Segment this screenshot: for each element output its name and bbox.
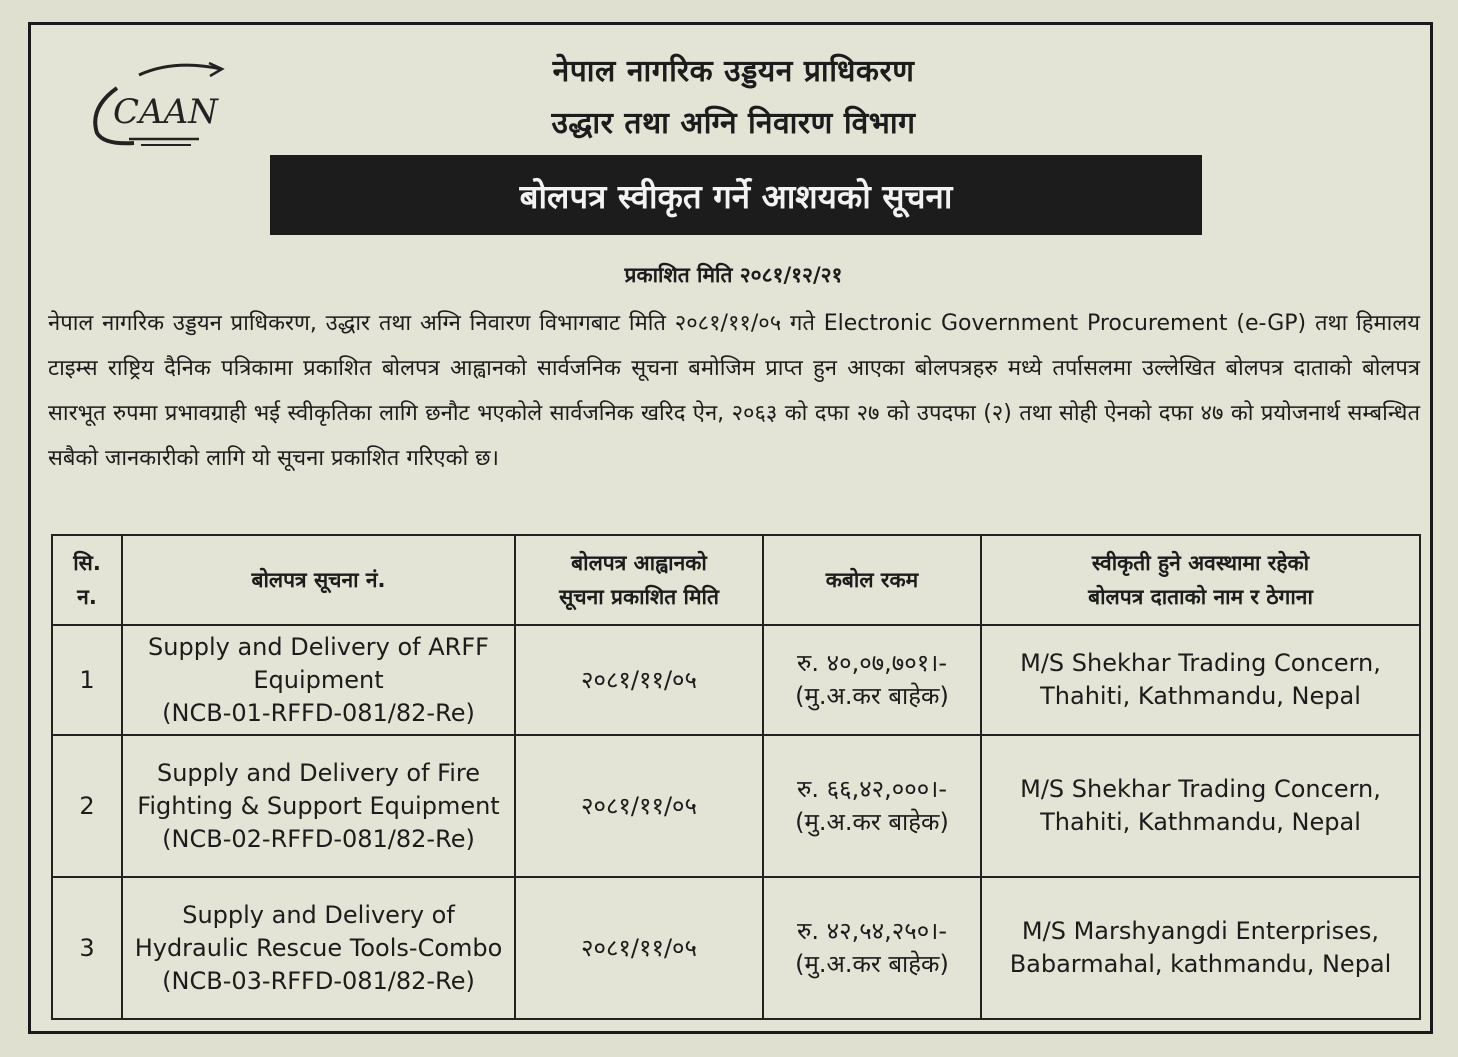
table-row bbox=[52, 625, 1420, 735]
row-vendor: M/S Shekhar Trading Concern, Thahiti, Kathmandu, Nepal bbox=[981, 625, 1420, 735]
row-amount: रु. ४२,५४,२५०।- (मु.अ.कर बाहेक) bbox=[763, 877, 981, 1019]
header-published-date: बोलपत्र आह्वानको सूचना प्रकाशित मिति bbox=[515, 535, 763, 625]
row-notice: Supply and Delivery of Fire Fighting & Support Equipment (NCB-02-RFFD-081/82-Re) bbox=[122, 735, 515, 877]
row-vendor: M/S Shekhar Trading Concern, Thahiti, Kathmandu, Nepal bbox=[981, 735, 1420, 877]
row-serial: 3 bbox=[52, 877, 122, 1019]
notice-body: नेपाल नागरिक उड्डयन प्राधिकरण, उद्धार तथा अग्नि निवारण विभागबाट मिति २०८१/११/०५ गते Electronic Government Procurement (e-GP) तथा हिमालय टाइम्स राष्ट्रिय दैनिक पत्रिकामा प्रकाशित बोलपत्र आह्वानको सार्वजनिक सूचना बमोजिम प्राप्त हुन आएका बोलपत्रहरु मध्ये तर्पासलमा उल्लेखित बोलपत्र दाताको बोलपत्र सारभूत रुपमा प्रभावग्राही भई स्वीकृतिका लागि छनौट भएकोले सार्वजनिक खरिद ऐन, २०६३ को दफा २७ को उपदफा (२) तथा सोही ऐनको दफा ४७ को प्रयोजनार्थ सम्बन्धित सबैको जानकारीको लागि यो सूचना प्रकाशित गरिएको छ। bbox=[48, 311, 1420, 471]
row-serial: 2 bbox=[52, 735, 122, 877]
bid-acceptance-table bbox=[51, 534, 1421, 1020]
published-date: प्रकाशित मिति २०८१/१२/२१ bbox=[624, 263, 843, 287]
header-bidder-name-address: स्वीकृती हुने अवस्थामा रहेको बोलपत्र दाताको नाम र ठेगाना bbox=[981, 535, 1420, 625]
row-amount: रु. ६६,४२,०००।- (मु.अ.कर बाहेक) bbox=[763, 735, 981, 877]
notice-frame bbox=[28, 22, 1433, 1034]
row-date: २०८१/११/०५ bbox=[515, 625, 763, 735]
header-bid-amount: कबोल रकम bbox=[763, 535, 981, 625]
row-date: २०८१/११/०५ bbox=[515, 735, 763, 877]
row-date: २०८१/११/०५ bbox=[515, 877, 763, 1019]
department-name: उद्धार तथा अग्नि निवारण विभाग bbox=[551, 106, 916, 141]
notice-title-banner: बोलपत्र स्वीकृत गर्ने आशयको सूचना bbox=[270, 155, 1202, 235]
table-header-row bbox=[52, 535, 1420, 625]
row-vendor: M/S Marshyangdi Enterprises, Babarmahal, kathmandu, Nepal bbox=[981, 877, 1420, 1019]
header-serial-number: सि. न. bbox=[52, 535, 122, 625]
table-row bbox=[52, 877, 1420, 1019]
row-notice: Supply and Delivery of Hydraulic Rescue Tools-Combo (NCB-03-RFFD-081/82-Re) bbox=[122, 877, 515, 1019]
row-serial: 1 bbox=[52, 625, 122, 735]
organization-name: नेपाल नागरिक उड्डयन प्राधिकरण bbox=[552, 54, 915, 89]
row-notice: Supply and Delivery of ARFF Equipment (NCB-01-RFFD-081/82-Re) bbox=[122, 625, 515, 735]
row-amount: रु. ४०,०७,७०१।- (मु.अ.कर बाहेक) bbox=[763, 625, 981, 735]
table-row bbox=[52, 735, 1420, 877]
svg-text:CAAN: CAAN bbox=[113, 92, 218, 132]
header-notice-number: बोलपत्र सूचना नं. bbox=[122, 535, 515, 625]
